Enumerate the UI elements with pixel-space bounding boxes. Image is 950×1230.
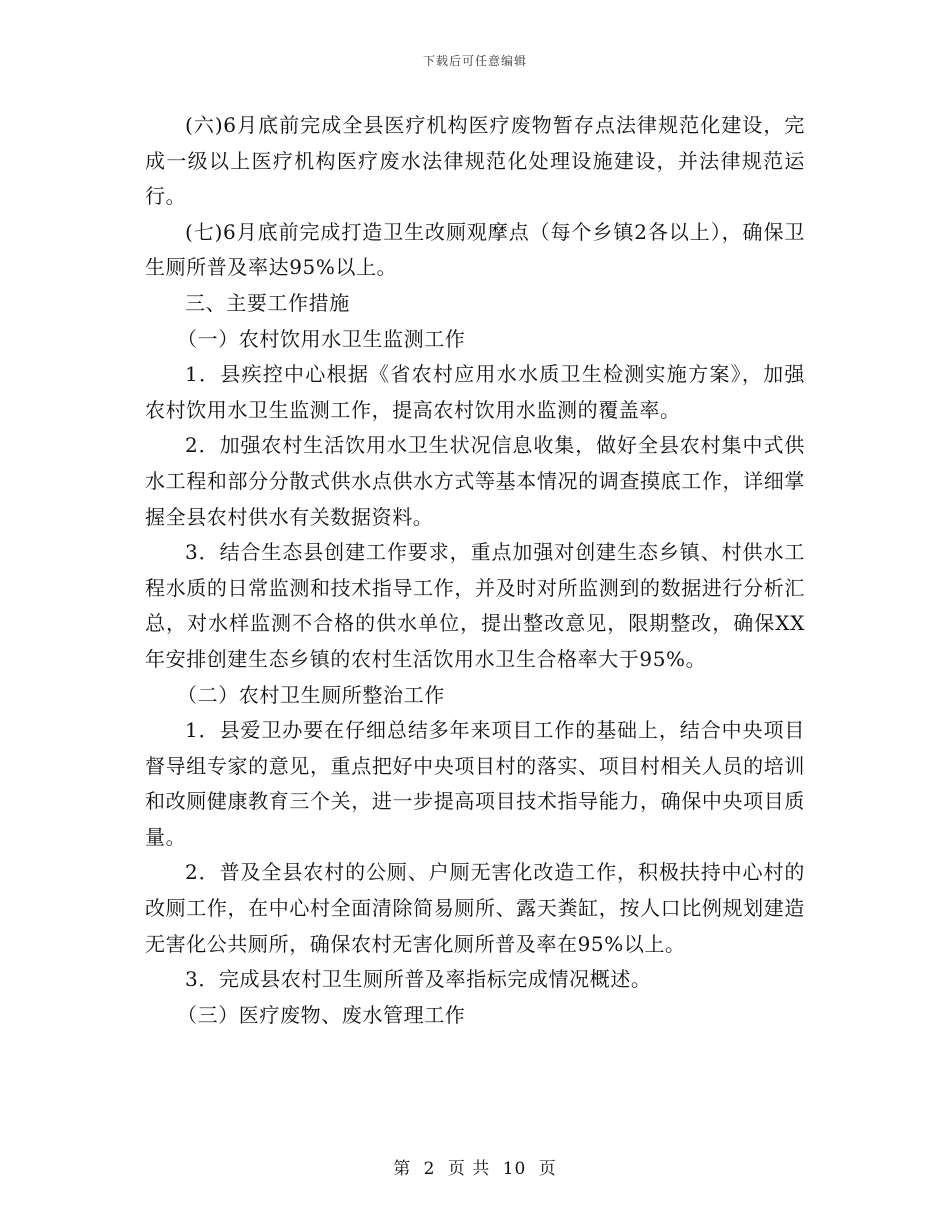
- paragraph-toilet-3: 3．完成县农村卫生厕所普及率指标完成情况概述。: [185, 967, 652, 992]
- paragraph-item-7: (七)6月底前完成打造卫生改厕观摩点（每个乡镇2各以上），确保卫生厕所普及率达95%以上。: [145, 219, 805, 280]
- footer-page-number: 2: [423, 1159, 436, 1179]
- footer-prefix: 第: [393, 1159, 412, 1179]
- footer-mid: 页 共: [447, 1159, 491, 1179]
- paragraph-toilet-2: 2．普及全县农村的公厕、户厕无害化改造工作，积极扶持中心村的改厕工作，在中心村全面清除简易厕所、露天粪缸，按人口比例规划建造无害化公共厕所，确保农村无害化厕所普及率在95%以上。: [145, 860, 805, 956]
- paragraph-toilet-1: 1．县爱卫办要在仔细总结多年来项目工作的基础上，结合中央项目督导组专家的意见，重点把好中央项目村的落实、项目村相关人员的培训和改厕健康教育三个关，进一步提高项目技术指导能力，确保中央项目质量。: [145, 718, 805, 849]
- paragraph-water-3: 3．结合生态县创建工作要求，重点加强对创建生态乡镇、村供水工程水质的日常监测和技术指导工作，并及时对所监测到的数据进行分析汇总，对水样监测不合格的供水单位，提出整改意见，限期整改，确保XX年安排创建生态乡镇的农村生活饮用水卫生合格率大于95%。: [145, 540, 805, 671]
- paragraph-water-2: 2．加强农村生活饮用水卫生状况信息收集，做好全县农村集中式供水工程和部分分散式供水点供水方式等基本情况的调查摸底工作，详细掌握全县农村供水有关数据资料。: [145, 433, 805, 529]
- footer-total-pages: 10: [502, 1159, 527, 1179]
- subsection-heading-drinking-water: （一）农村饮用水卫生监测工作: [177, 326, 466, 351]
- subsection-heading-medical-waste: （三）医疗废物、废水管理工作: [177, 1002, 466, 1027]
- page-header: 下载后可任意编辑: [422, 54, 527, 68]
- paragraph-item-6: (六)6月底前完成全县医疗机构医疗废物暂存点法律规范化建设，完成一级以上医疗机构医疗废水法律规范化处理设施建设，并法律规范运行。: [145, 113, 805, 209]
- footer-suffix: 页: [538, 1159, 557, 1179]
- page-footer: [0, 1154, 950, 1179]
- subsection-heading-toilets: （二）农村卫生厕所整治工作: [177, 682, 445, 707]
- section-heading-main-measures: 三、主要工作措施: [185, 290, 350, 315]
- document-body: [145, 108, 805, 1033]
- paragraph-water-1: 1．县疾控中心根据《省农村应用水水质卫生检测实施方案》，加强农村饮用水卫生监测工作，提高农村饮用水监测的覆盖率。: [145, 362, 805, 422]
